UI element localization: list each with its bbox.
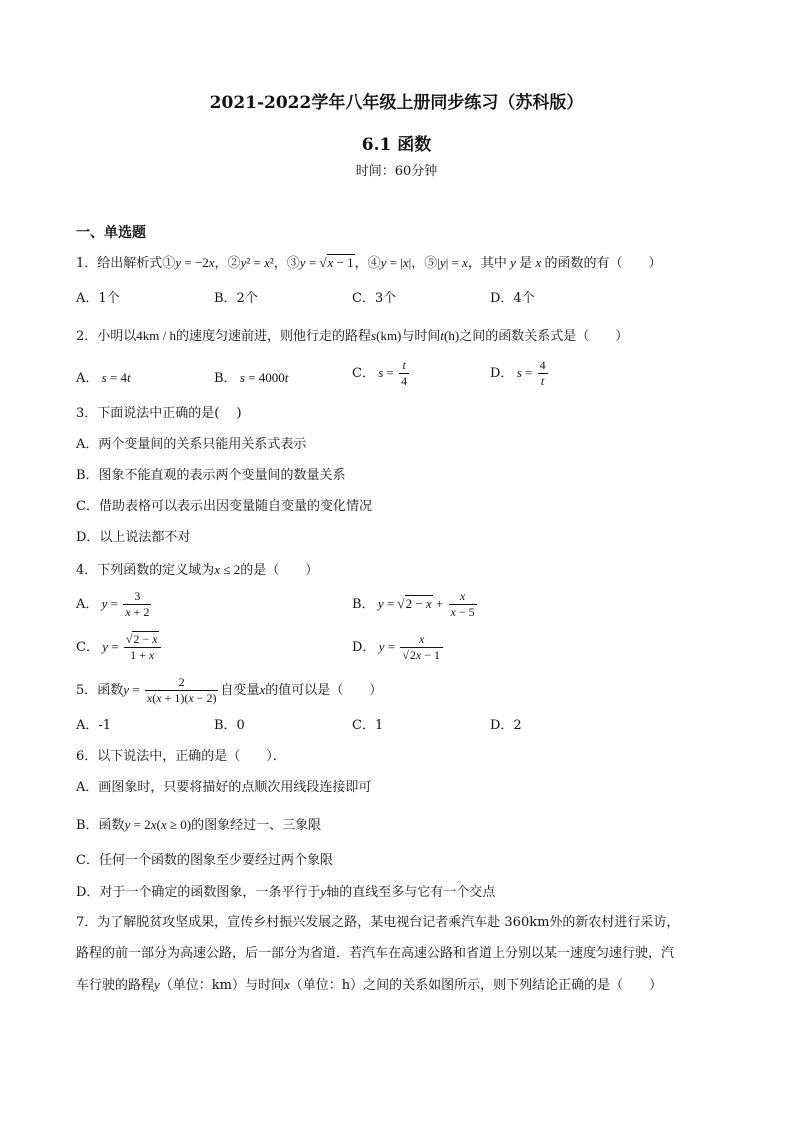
question-5-option-a: A．-1 xyxy=(76,718,112,733)
question-6-stem: 6．以下说法中，正确的是（ ）． xyxy=(76,749,286,764)
question-2-option-a: A． s = 4t xyxy=(76,370,131,386)
document-title: 2021-2022学年八年级上册同步练习（苏科版） xyxy=(209,93,584,113)
question-4-option-a: A． y = $\frac{3}{x + 2}$ xyxy=(76,589,150,619)
question-7-line-2: 路程的前一部分为高速公路，后一部分为省道．若汽车在高速公路和省道上分别以某一速度匀速行驶，汽 xyxy=(76,946,675,961)
question-2-option-d: D． s = $\frac{4}{t}$ xyxy=(490,358,546,388)
question-4-option-c: C． y = $\frac{√2 - x}{1 + x}$ xyxy=(76,632,163,663)
time-limit: 时间：60分钟 xyxy=(355,164,438,179)
question-1-stem: 1．给出解析式①y = −2x，②y² = x²，③y = √x − 1，④y = |x|，⑤|y| = x，其中 y 是 x 的函数的有（ ） xyxy=(76,255,662,271)
question-4-option-d: D． y = $\frac{x}{√2x - 1}$ xyxy=(352,632,445,663)
question-1-option-a: A．1个 xyxy=(76,291,120,306)
question-6-option-d: D．对于一个确定的函数图象，一条平行于y轴的直线至多与它有一个交点 xyxy=(76,884,496,900)
question-5-option-b: B．0 xyxy=(214,718,245,733)
question-6-option-b: B．函数y = 2x(x ≥ 0)的图象经过一、三象限 xyxy=(76,817,322,833)
question-2-option-c: C． s = $\frac{t}{4}$ xyxy=(352,358,408,388)
lesson-title: 6.1 函数 xyxy=(361,135,432,155)
question-3-option-c: C．借助表格可以表示出因变量随自变量的变化情况 xyxy=(76,499,372,514)
question-1-option-d: D．4个 xyxy=(490,291,535,306)
question-3-option-a: A．两个变量间的关系只能用关系式表示 xyxy=(76,437,307,452)
question-1-option-c: C．3个 xyxy=(352,291,397,306)
question-6-option-a: A．画图象时，只要将描好的点顺次用线段连接即可 xyxy=(76,780,372,795)
question-5-option-d: D．2 xyxy=(490,718,522,733)
question-5-option-c: C．1 xyxy=(352,718,384,733)
question-3-stem: 3．下面说法中正确的是( ) xyxy=(76,406,242,421)
question-2-option-b: B． s = 4000t xyxy=(214,370,289,386)
question-2-stem: 2．小明以4km / h的速度匀速前进，则他行走的路程s(km)与时间t(h)之间的函数关系式是（ ） xyxy=(76,328,629,344)
question-3-option-b: B．图象不能直观的表示两个变量间的数量关系 xyxy=(76,468,346,483)
question-3-option-d: D．以上说法都不对 xyxy=(76,530,191,545)
question-7-line-1: 7．为了解脱贫攻坚成果，宣传乡村振兴发展之路，某电视台记者乘汽车赴 360km外的新农村进行采访， xyxy=(76,915,680,930)
question-7-line-3: 车行驶的路程y（单位：km）与时间x（单位：h）之间的关系如图所示，则下列结论正确的是（ ） xyxy=(76,977,663,993)
question-1-option-b: B．2个 xyxy=(214,291,258,306)
section-heading: 一、单选题 xyxy=(76,225,146,241)
question-6-option-c: C．任何一个函数的图象至少要经过两个象限 xyxy=(76,853,333,868)
question-5-stem: 5．函数y = $\frac{2}{x(x + 1)(x - 2)}$ 自变量x的值可以是（ ） xyxy=(76,675,383,705)
question-4-stem: 4．下列函数的定义域为x ≤ 2的是（ ） xyxy=(76,562,319,578)
question-4-option-b: B． y = √2 − x + $\frac{x}{x - 5}$ xyxy=(352,589,475,619)
